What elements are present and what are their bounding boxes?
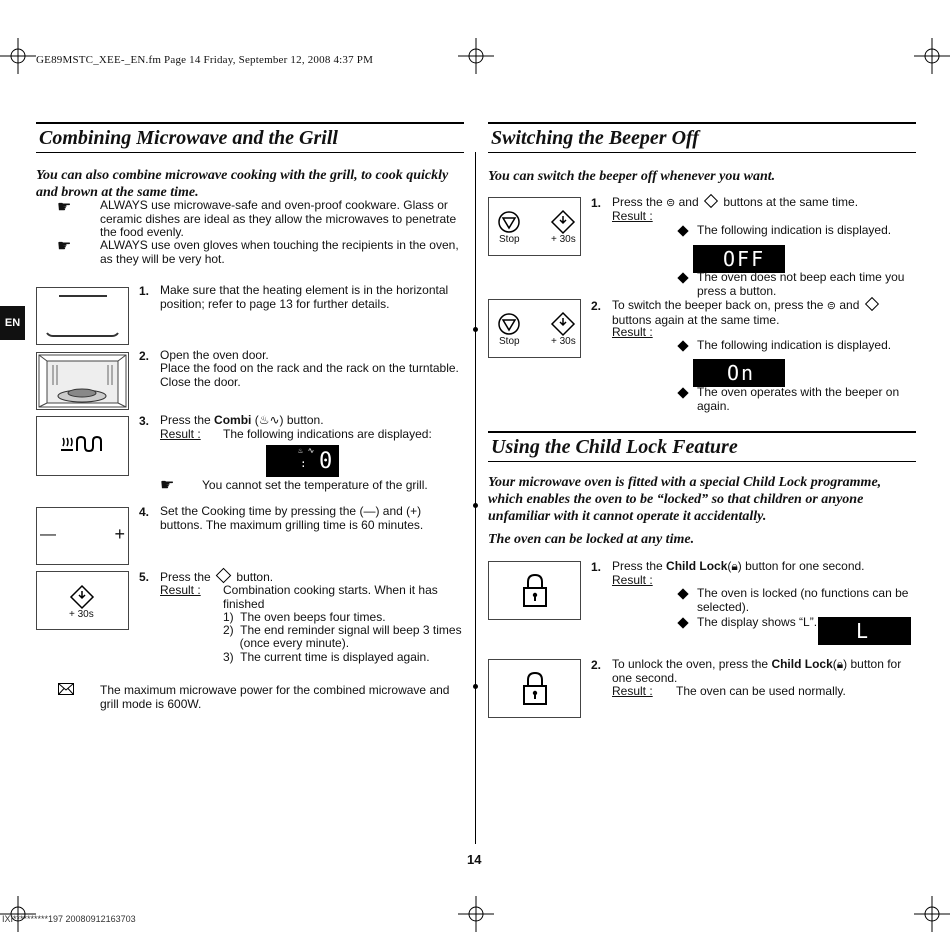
note-gloves: ALWAYS use oven gloves when touching the recipients in the oven, as they will be very hot. [100, 238, 459, 266]
footer-code: IXI**********197 20080912163703 [2, 914, 136, 924]
note-icon: ☛ [57, 238, 72, 255]
result-label: Result : [612, 684, 653, 698]
stop-plus30-panel [488, 197, 581, 256]
combi-icon [37, 417, 128, 475]
result-label: Result : [612, 209, 653, 223]
step-5-item: 1) The oven beeps four times. [223, 610, 386, 624]
step-3-pre: Press the [160, 413, 215, 427]
footnote-text: The maximum microwave power for the combined microwave and grill mode is 600W. [100, 683, 450, 711]
intro-combining: You can also combine microwave cooking with the grill, to cook quickly and brown at the same time. [36, 168, 449, 200]
divider-dot [473, 503, 478, 508]
lock-inline-icon: (🔒︎) [832, 657, 848, 671]
section-title-beeper: Switching the Beeper Off [488, 122, 916, 153]
result-label: Result : [612, 325, 653, 339]
combi-button-panel[interactable] [36, 416, 129, 476]
plus30-label: + 30s [551, 234, 576, 245]
start-inline-icon [865, 297, 879, 311]
section-title-combining: Combining Microwave and the Grill [36, 122, 464, 153]
lcd-combi-display [266, 445, 339, 477]
memo-icon [58, 683, 74, 695]
beeper-step-1-pre: Press the [612, 195, 663, 209]
minus-button[interactable]: — [40, 526, 56, 543]
registration-mark-top-left [0, 38, 36, 74]
beeper-step-1-text [612, 196, 912, 211]
step-number: 1. [139, 284, 150, 298]
combi-label: Combi [214, 413, 252, 427]
beeper-step-1-bullet2: The oven does not beep each time you press a button. [697, 270, 905, 298]
child-lock-step-2-text [612, 658, 912, 685]
plus-button[interactable]: + [114, 524, 125, 544]
file-header: GE89MSTC_XEE-_EN.fm Page 14 Friday, September 12, 2008 4:37 PM [36, 54, 374, 66]
step-5-pre: Press the [160, 570, 211, 584]
lcd-value: 0 [319, 449, 333, 474]
start-inline-icon [216, 568, 232, 584]
step-2-line2: Place the food on the rack and the rack on the turntable. Close the door. [160, 361, 459, 389]
column-divider [475, 152, 476, 844]
step-1-text: Make sure that the heating element is in the horizontal position; refer to page 13 for further details. [160, 283, 449, 311]
section-title-child-lock: Using the Child Lock Feature [488, 431, 916, 462]
child-lock-button-panel[interactable] [488, 561, 581, 620]
lcd-value: L [856, 619, 869, 643]
stop-label: Stop [499, 336, 520, 347]
lcd-on-display [693, 359, 785, 387]
result-label: Result : [160, 583, 201, 597]
beeper-step-1-mid: and [678, 195, 699, 209]
child-lock-step-1-pre: Press the [612, 559, 667, 573]
intro-lock-any-time: The oven can be locked at any time. [488, 532, 695, 547]
step-number: 1. [591, 196, 602, 210]
beeper-step-1-post: buttons at the same time. [723, 195, 859, 209]
step-2-line1: Open the oven door. [160, 348, 269, 362]
step-5-post: button. [236, 570, 274, 584]
lock-icon [489, 660, 580, 717]
stop-inline-icon: ⊜ [666, 197, 676, 209]
step-number: 2. [591, 658, 602, 672]
bullet [677, 340, 688, 351]
step-4-text: Set the Cooking time by pressing the (—) and (+) buttons. The maximum grilling time is 60 minutes. [160, 504, 424, 532]
language-tab: EN [0, 306, 25, 340]
bullet [677, 225, 688, 236]
combi-inline-icon: (♨∿) [251, 413, 284, 427]
plus30-label: + 30s [69, 609, 94, 620]
step-5-item: 3) The current time is displayed again. [223, 650, 430, 664]
registration-mark-bottom-right [914, 896, 950, 932]
lcd-colon: : [300, 457, 307, 470]
note-cookware: ALWAYS use microwave-safe and oven-proof cookware. Glass or ceramic dishes are ideal as they allow the microwaves to penetrate the food evenly. [100, 198, 457, 239]
illustration-heating-element [36, 287, 129, 345]
step-number: 3. [139, 414, 150, 428]
bullet [677, 387, 688, 398]
intro-beeper: You can switch the beeper off whenever you want. [488, 169, 776, 184]
child-lock-label: Child Lock [771, 657, 833, 671]
step-number: 5. [139, 570, 150, 584]
result-label: Result : [160, 427, 201, 441]
bullet [677, 272, 688, 283]
child-lock-step-2-result: The oven can be used normally. [676, 684, 846, 698]
registration-mark-bottom-center [458, 896, 494, 932]
step-3-note: You cannot set the temperature of the grill. [202, 478, 428, 492]
step-3-post: button. [283, 413, 324, 427]
beeper-step-2-text [612, 299, 912, 327]
divider-dot [473, 684, 478, 689]
plus30-label: + 30s [551, 336, 576, 347]
beeper-step-2-mid: and [839, 298, 860, 312]
lcd-off-display [693, 245, 785, 273]
child-lock-step-1-bullet1: The oven is locked (no functions can be selected). [697, 586, 909, 614]
child-lock-step-2-pre: To unlock the oven, press the [612, 657, 772, 671]
lock-inline-icon: (🔒︎) [727, 559, 742, 573]
beeper-step-2-pre: To switch the beeper back on, press the [612, 298, 824, 312]
registration-mark-top-center [458, 38, 494, 74]
time-adjust-panel [36, 507, 129, 565]
lcd-lock-display [818, 617, 911, 645]
beeper-step-2-bullet1: The following indication is displayed. [697, 338, 892, 352]
child-lock-button-panel[interactable] [488, 659, 581, 718]
beeper-step-2-bullet2: The oven operates with the beeper on again. [697, 385, 900, 413]
bullet [677, 588, 688, 599]
start-button-panel[interactable] [36, 571, 129, 630]
lcd-value: On [727, 361, 756, 385]
lcd-mode-icons: ♨ ∿ [298, 446, 315, 455]
lcd-value: OFF [723, 247, 766, 271]
lock-icon [489, 562, 580, 619]
step-5-result: Combination cooking starts. When it has finished [223, 583, 438, 611]
child-lock-step-2-post: button for one second. [612, 657, 902, 685]
stop-label: Stop [499, 234, 520, 245]
step-number: 2. [591, 299, 602, 313]
child-lock-label: Child Lock [666, 559, 728, 573]
page-number: 14 [467, 852, 482, 867]
step-number: 1. [591, 560, 602, 574]
intro-child-lock: Your microwave oven is fitted with a special Child Lock programme, which enables the oven to be “locked” so that children or anyone unfamiliar with it cannot operate it accidentally. [488, 475, 882, 524]
illustration-oven-interior [36, 352, 129, 410]
child-lock-step-1-bullet2: The display shows “L”. [697, 615, 818, 629]
registration-mark-top-right [914, 38, 950, 74]
child-lock-step-1-text [612, 560, 912, 574]
note-icon: ☛ [160, 477, 175, 494]
note-icon: ☛ [57, 199, 72, 216]
beeper-step-1-bullet1: The following indication is displayed. [697, 223, 892, 237]
bullet [677, 617, 688, 628]
step-number: 4. [139, 505, 150, 519]
divider-dot [473, 327, 478, 332]
step-5-item: (once every minute). [223, 636, 350, 650]
step-5-item: 2) The end reminder signal will beep 3 times [223, 623, 462, 637]
child-lock-step-1-post: button for one second. [741, 559, 865, 573]
stop-plus30-panel [488, 299, 581, 358]
stop-inline-icon: ⊜ [826, 300, 837, 312]
step-3-result: The following indications are displayed: [223, 427, 432, 441]
start-inline-icon [704, 194, 718, 208]
result-label: Result : [612, 573, 653, 587]
step-3-text [160, 414, 460, 428]
step-number: 2. [139, 349, 150, 363]
beeper-step-2-post: buttons again at the same time. [612, 312, 780, 327]
